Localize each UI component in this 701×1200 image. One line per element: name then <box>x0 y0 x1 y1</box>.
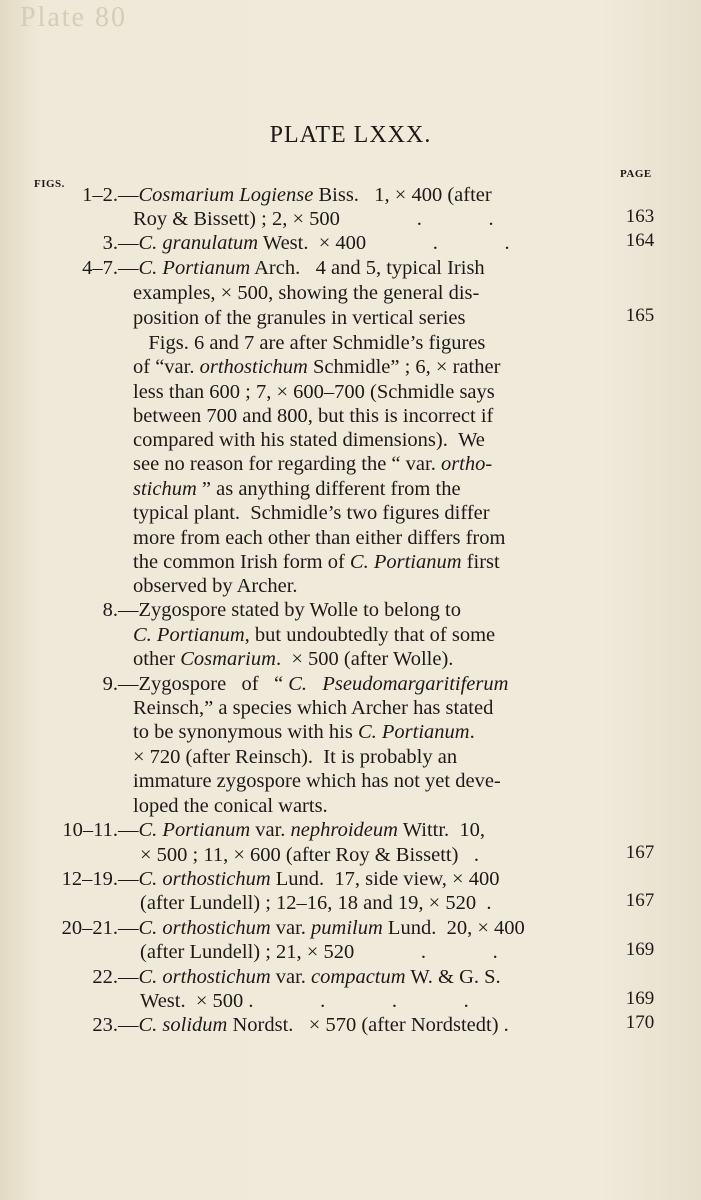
figure-number: 12–19. <box>61 868 118 890</box>
page-reference: 164 <box>625 230 655 251</box>
figure-number: 8. <box>102 599 118 621</box>
page-title: PLATE LXXX. <box>269 122 432 148</box>
figure-number: 20–21. <box>61 917 118 939</box>
figure-description-line: (after Lundell) ; 21, × 520 . . <box>140 941 498 963</box>
bleed-through-running-head: Plate 80 <box>20 2 127 33</box>
figure-description-line: the common Irish form of C. Portianum first <box>133 551 500 573</box>
figure-description-line: —Zygospore stated by Wolle to belong to <box>118 599 462 621</box>
figure-description-line: position of the granules in vertical series <box>133 307 466 329</box>
figure-description-line: —C. orthostichum var. compactum W. & G. S. <box>118 966 501 988</box>
page-reference: 169 <box>625 988 655 1009</box>
figure-description-line: of “var. orthostichum Schmidle” ; 6, × rather <box>133 356 501 378</box>
figure-description-line: see no reason for regarding the “ var. ortho- <box>133 453 493 475</box>
figure-description-line: loped the conical warts. <box>133 795 328 817</box>
figure-description-line: to be synonymous with his C. Portianum. <box>133 721 475 743</box>
figure-description-line: Roy & Bissett) ; 2, × 500 . . <box>133 208 494 230</box>
figure-description-line: typical plant. Schmidle’s two figures differ <box>133 502 490 524</box>
figure-description-line: compared with his stated dimensions). We <box>133 429 485 451</box>
figure-description-line: West. × 500 . . . . <box>140 990 469 1012</box>
figure-description-line: observed by Archer. <box>133 575 298 597</box>
figure-description-line: more from each other than either differs from <box>133 527 506 549</box>
figure-description-line: —Cosmarium Logiense Biss. 1, × 400 (after <box>118 184 492 206</box>
figure-description-line: Figs. 6 and 7 are after Schmidle’s figures <box>133 332 486 354</box>
figure-description-line: —Zygospore of “ C. Pseudomargaritiferum <box>118 673 509 695</box>
page-reference: 169 <box>625 939 655 960</box>
figure-description-line: other Cosmarium. × 500 (after Wolle). <box>133 648 454 670</box>
page-column-header: PAGE <box>620 168 652 180</box>
figure-number: 3. <box>102 232 118 254</box>
page-reference: 163 <box>625 206 655 227</box>
figure-number: 1–2. <box>82 184 118 206</box>
figure-description-line: Reinsch,” a species which Archer has stated <box>133 697 494 719</box>
figure-number: 23. <box>92 1014 118 1036</box>
figure-description-line: × 500 ; 11, × 600 (after Roy & Bissett) . <box>140 844 479 866</box>
page-reference: 167 <box>625 890 655 911</box>
figure-description-line: examples, × 500, showing the general dis- <box>133 282 480 304</box>
figure-description-line: stichum ” as anything different from the <box>133 478 461 500</box>
page-reference: 165 <box>625 305 655 326</box>
figure-description-line: —C. orthostichum var. pumilum Lund. 20, × 400 <box>118 917 525 939</box>
page-reference: 170 <box>625 1012 655 1033</box>
figure-description-line: —C. Portianum Arch. 4 and 5, typical Irish <box>118 257 485 279</box>
figure-description-line: between 700 and 800, but this is incorrect if <box>133 405 494 427</box>
figure-number: 4–7. <box>82 257 118 279</box>
page-reference: 167 <box>625 842 655 863</box>
figure-number: 22. <box>92 966 118 988</box>
figure-description-line: (after Lundell) ; 12–16, 18 and 19, × 520 . <box>140 892 492 914</box>
figure-description-line: —C. orthostichum Lund. 17, side view, × 400 <box>118 868 500 890</box>
figure-number: 9. <box>102 673 118 695</box>
figure-number: 10–11. <box>62 819 118 841</box>
figure-description-line: —C. granulatum West. × 400 . . <box>118 232 510 254</box>
figure-description-line: less than 600 ; 7, × 600–700 (Schmidle says <box>133 381 495 403</box>
figure-description-line: immature zygospore which has not yet deve- <box>133 770 501 792</box>
figure-description-line: × 720 (after Reinsch). It is probably an <box>133 746 458 768</box>
figure-description-line: —C. solidum Nordst. × 570 (after Nordstedt) . <box>118 1014 509 1036</box>
figure-description-line: C. Portianum, but undoubtedly that of some <box>133 624 496 646</box>
figure-description-line: —C. Portianum var. nephroideum Wittr. 10, <box>118 819 486 841</box>
figs-column-header: FIGS. <box>34 178 65 190</box>
